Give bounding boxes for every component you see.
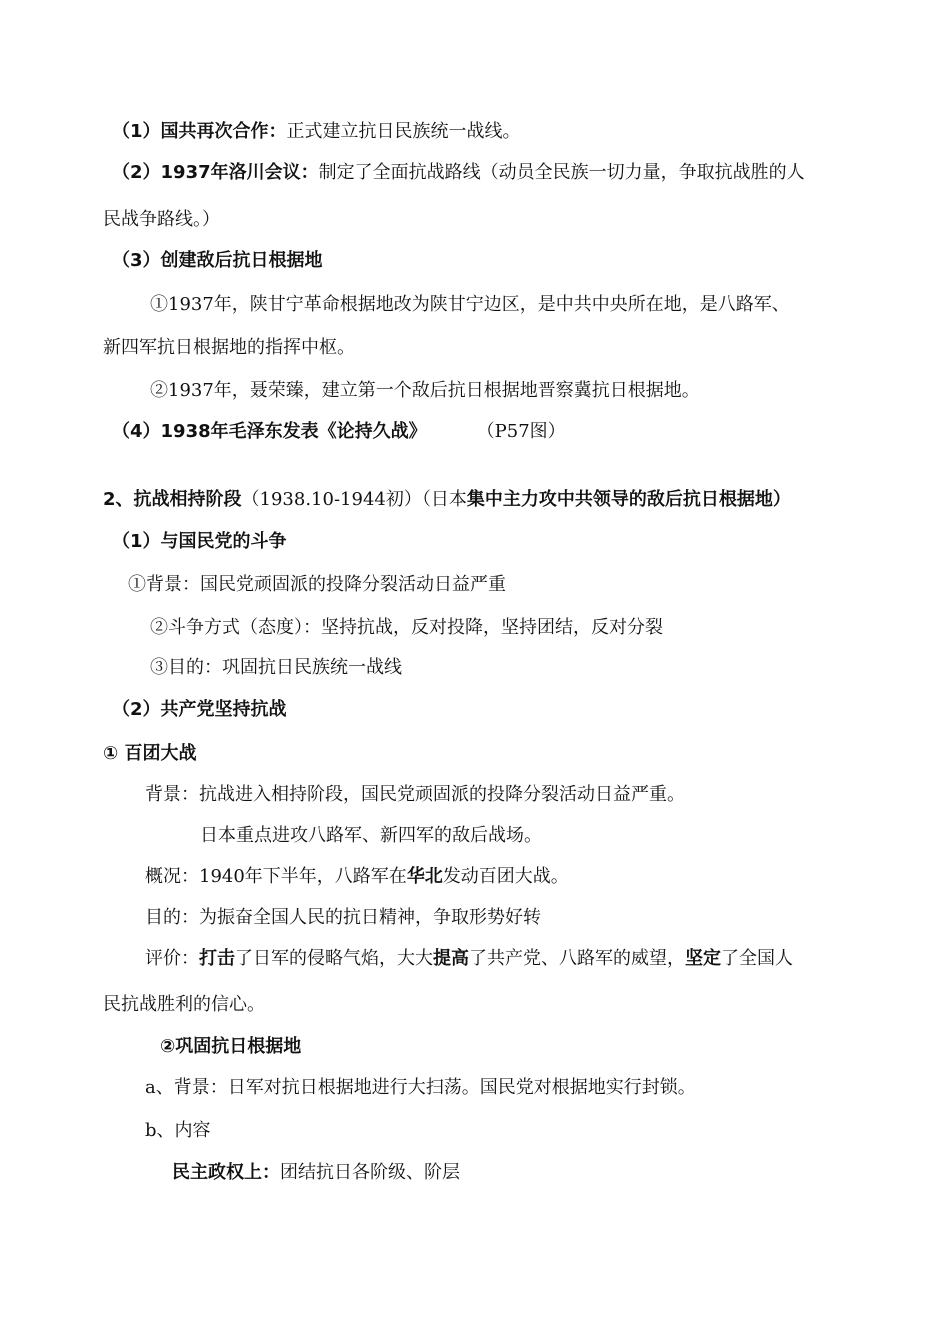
hundred-regiments-heading: ① 百团大战 <box>103 743 197 764</box>
consolidate-democratic-power <box>172 1162 460 1184</box>
eval-text-3: 了全国人 <box>721 948 793 969</box>
eval-keyword-1: 打击 <box>199 948 235 969</box>
item-2 <box>112 162 805 184</box>
kmt-purpose: ③目的：巩固抗日民族统一战线 <box>150 657 402 678</box>
hundred-background: 背景：抗战进入相持阶段，国民党顽固派的投降分裂活动日益严重。 <box>145 784 685 805</box>
item-4-heading: （4）1938年毛泽东发表《论持久战》 <box>112 421 427 442</box>
hundred-overview-text: 概况：1940年下半年，八路军在 <box>145 866 407 887</box>
democratic-power-label: 民主政权上： <box>172 1162 280 1183</box>
eval-keyword-3: 坚定 <box>685 948 721 969</box>
item-3-point-1-continuation: 新四军抗日根据地的指挥中枢。 <box>103 337 355 358</box>
item-2-text: 制定了全面抗战路线（动员全民族一切力量，争取抗战胜的人 <box>318 162 805 183</box>
hundred-overview-region: 华北 <box>406 866 443 887</box>
kmt-struggle-heading: （1）与国民党的斗争 <box>112 531 287 552</box>
eval-text-1: 了日军的侵略气焰，大大 <box>235 948 433 969</box>
kmt-method: ②斗争方式（态度）：坚持抗战，反对投降，坚持团结，反对分裂 <box>150 617 663 638</box>
stage-2-period: （1938.10-1944初）（日本 <box>241 489 467 510</box>
eval-text-2: 了共产党、八路军的威望， <box>469 948 685 969</box>
consolidate-heading: ②巩固抗日根据地 <box>160 1036 302 1057</box>
eval-keyword-2: 提高 <box>433 948 469 969</box>
consolidate-background: a、背景：日军对抗日根据地进行大扫荡。国民党对根据地实行封锁。 <box>145 1077 696 1098</box>
item-3-point-2: ②1937年，聂荣臻，建立第一个敌后抗日根据地晋察冀抗日根据地。 <box>150 380 700 401</box>
hundred-evaluation-continuation: 民抗战胜利的信心。 <box>103 994 265 1015</box>
kmt-background: ①背景：国民党顽固派的投降分裂活动日益严重 <box>128 574 506 595</box>
stage-2-title: 2、抗战相持阶段 <box>103 489 242 510</box>
hundred-purpose: 目的：为振奋全国人民的抗日精神，争取形势好转 <box>145 907 541 928</box>
item-3-point-1: ①1937年，陕甘宁革命根据地改为陕甘宁边区，是中共中央所在地，是八路军、 <box>150 294 790 315</box>
cpc-heading: （2）共产党坚持抗战 <box>112 699 287 720</box>
item-3-heading: （3）创建敌后抗日根据地 <box>112 250 323 271</box>
item-2-continuation: 民战争路线。） <box>103 209 220 230</box>
democratic-power-text: 团结抗日各阶级、阶层 <box>280 1162 460 1183</box>
hundred-overview-end: 发动百团大战。 <box>442 866 569 887</box>
hundred-overview <box>145 866 569 888</box>
hundred-evaluation <box>145 948 793 970</box>
hundred-background-continuation: 日本重点进攻八路军、新四军的敌后战场。 <box>200 825 542 846</box>
item-1-text: 正式建立抗日民族统一战线。 <box>286 121 521 142</box>
item-4-figure-ref: （P57图） <box>476 421 566 442</box>
consolidate-content: b、内容 <box>145 1120 211 1141</box>
eval-label: 评价： <box>145 948 199 969</box>
item-4 <box>112 421 566 443</box>
item-1-heading: （1）国共再次合作： <box>112 121 287 142</box>
item-1 <box>112 121 521 143</box>
stage-2-focus: 集中主力攻中共领导的敌后抗日根据地） <box>466 489 791 510</box>
stage-2-heading <box>103 489 791 511</box>
item-2-heading: （2）1937年洛川会议： <box>112 162 319 183</box>
